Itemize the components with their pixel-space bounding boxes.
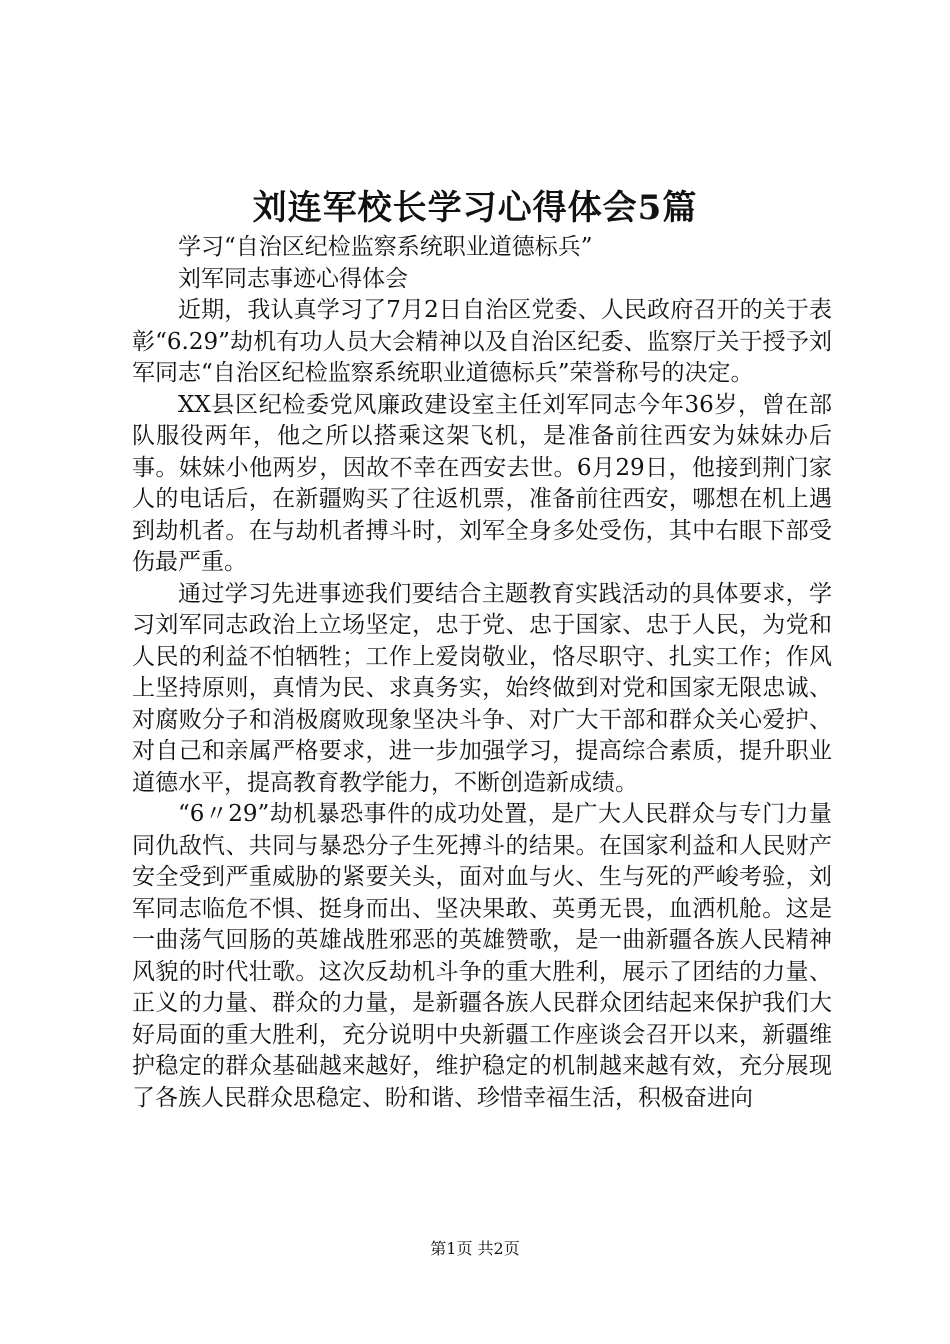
paragraph: 通过学习先进事迹我们要结合主题教育实践活动的具体要求，学习刘军同志政治上立场坚定，忠于党、忠于国家、忠于人民，为党和人民的利益不怕牺牲；工作上爱岗敬业，恪尽职守、扎实工作；作风上坚持原则，真情为民、求真务实，始终做到对党和国家无限忠诚、对腐败分子和消极腐败现象坚决斗争、对广大干部和群众关心爱护、对自己和亲属严格要求，进一步加强学习，提高综合素质，提升职业道德水平，提高教育教学能力，不断创造新成绩。 (132, 580, 832, 796)
document-title: 刘连军校长学习心得体会5篇 (252, 188, 698, 228)
page-number-footer: 第1页 共2页 (430, 1239, 520, 1258)
document-body (132, 232, 832, 1114)
paragraph: “6〃29”劫机暴恐事件的成功处置，是广大人民群众与专门力量同仇敌忾、共同与暴恐分子生死搏斗的结果。在国家利益和人民财产安全受到严重威胁的紧要关头，面对血与火、生与死的严峻考验，刘军同志临危不惧、挺身而出、坚决果敢、英勇无畏，血洒机舱。这是一曲荡气回肠的英雄战胜邪恶的英雄赞歌，是一曲新疆各族人民精神风貌的时代壮歌。这次反劫机斗争的重大胜利，展示了团结的力量、正义的力量、群众的力量，是新疆各族人民群众团结起来保护我们大好局面的重大胜利，充分说明中央新疆工作座谈会召开以来，新疆维护稳定的群众基础越来越好，维护稳定的机制越来越有效，充分展现了各族人民群众思稳定、盼和谐、珍惜幸福生活，积极奋进向 (132, 801, 832, 1111)
paragraph: XX县区纪检委党风廉政建设室主任刘军同志今年36岁，曾在部队服役两年，他之所以搭乘这架飞机，是准备前往西安为妹妹办后事。妹妹小他两岁，因故不幸在西安去世。6月29日，他接到荆门家人的电话后，在新疆购买了往返机票，准备前往西安，哪想在机上遇到劫机者。在与劫机者搏斗时，刘军全身多处受伤，其中右眼下部受伤最严重。 (132, 391, 832, 575)
subtitle-line-2: 刘军同志事迹心得体会 (178, 265, 408, 292)
paragraph: 近期，我认真学习了7月2日自治区党委、人民政府召开的关于表彰“6.29”劫机有功人员大会精神以及自治区纪委、监察厅关于授予刘军同志“自治区纪检监察系统职业道德标兵”荣誉称号的决定。 (132, 297, 832, 386)
subtitle-line-1: 学习“自治区纪检监察系统职业道德标兵” (178, 234, 593, 260)
